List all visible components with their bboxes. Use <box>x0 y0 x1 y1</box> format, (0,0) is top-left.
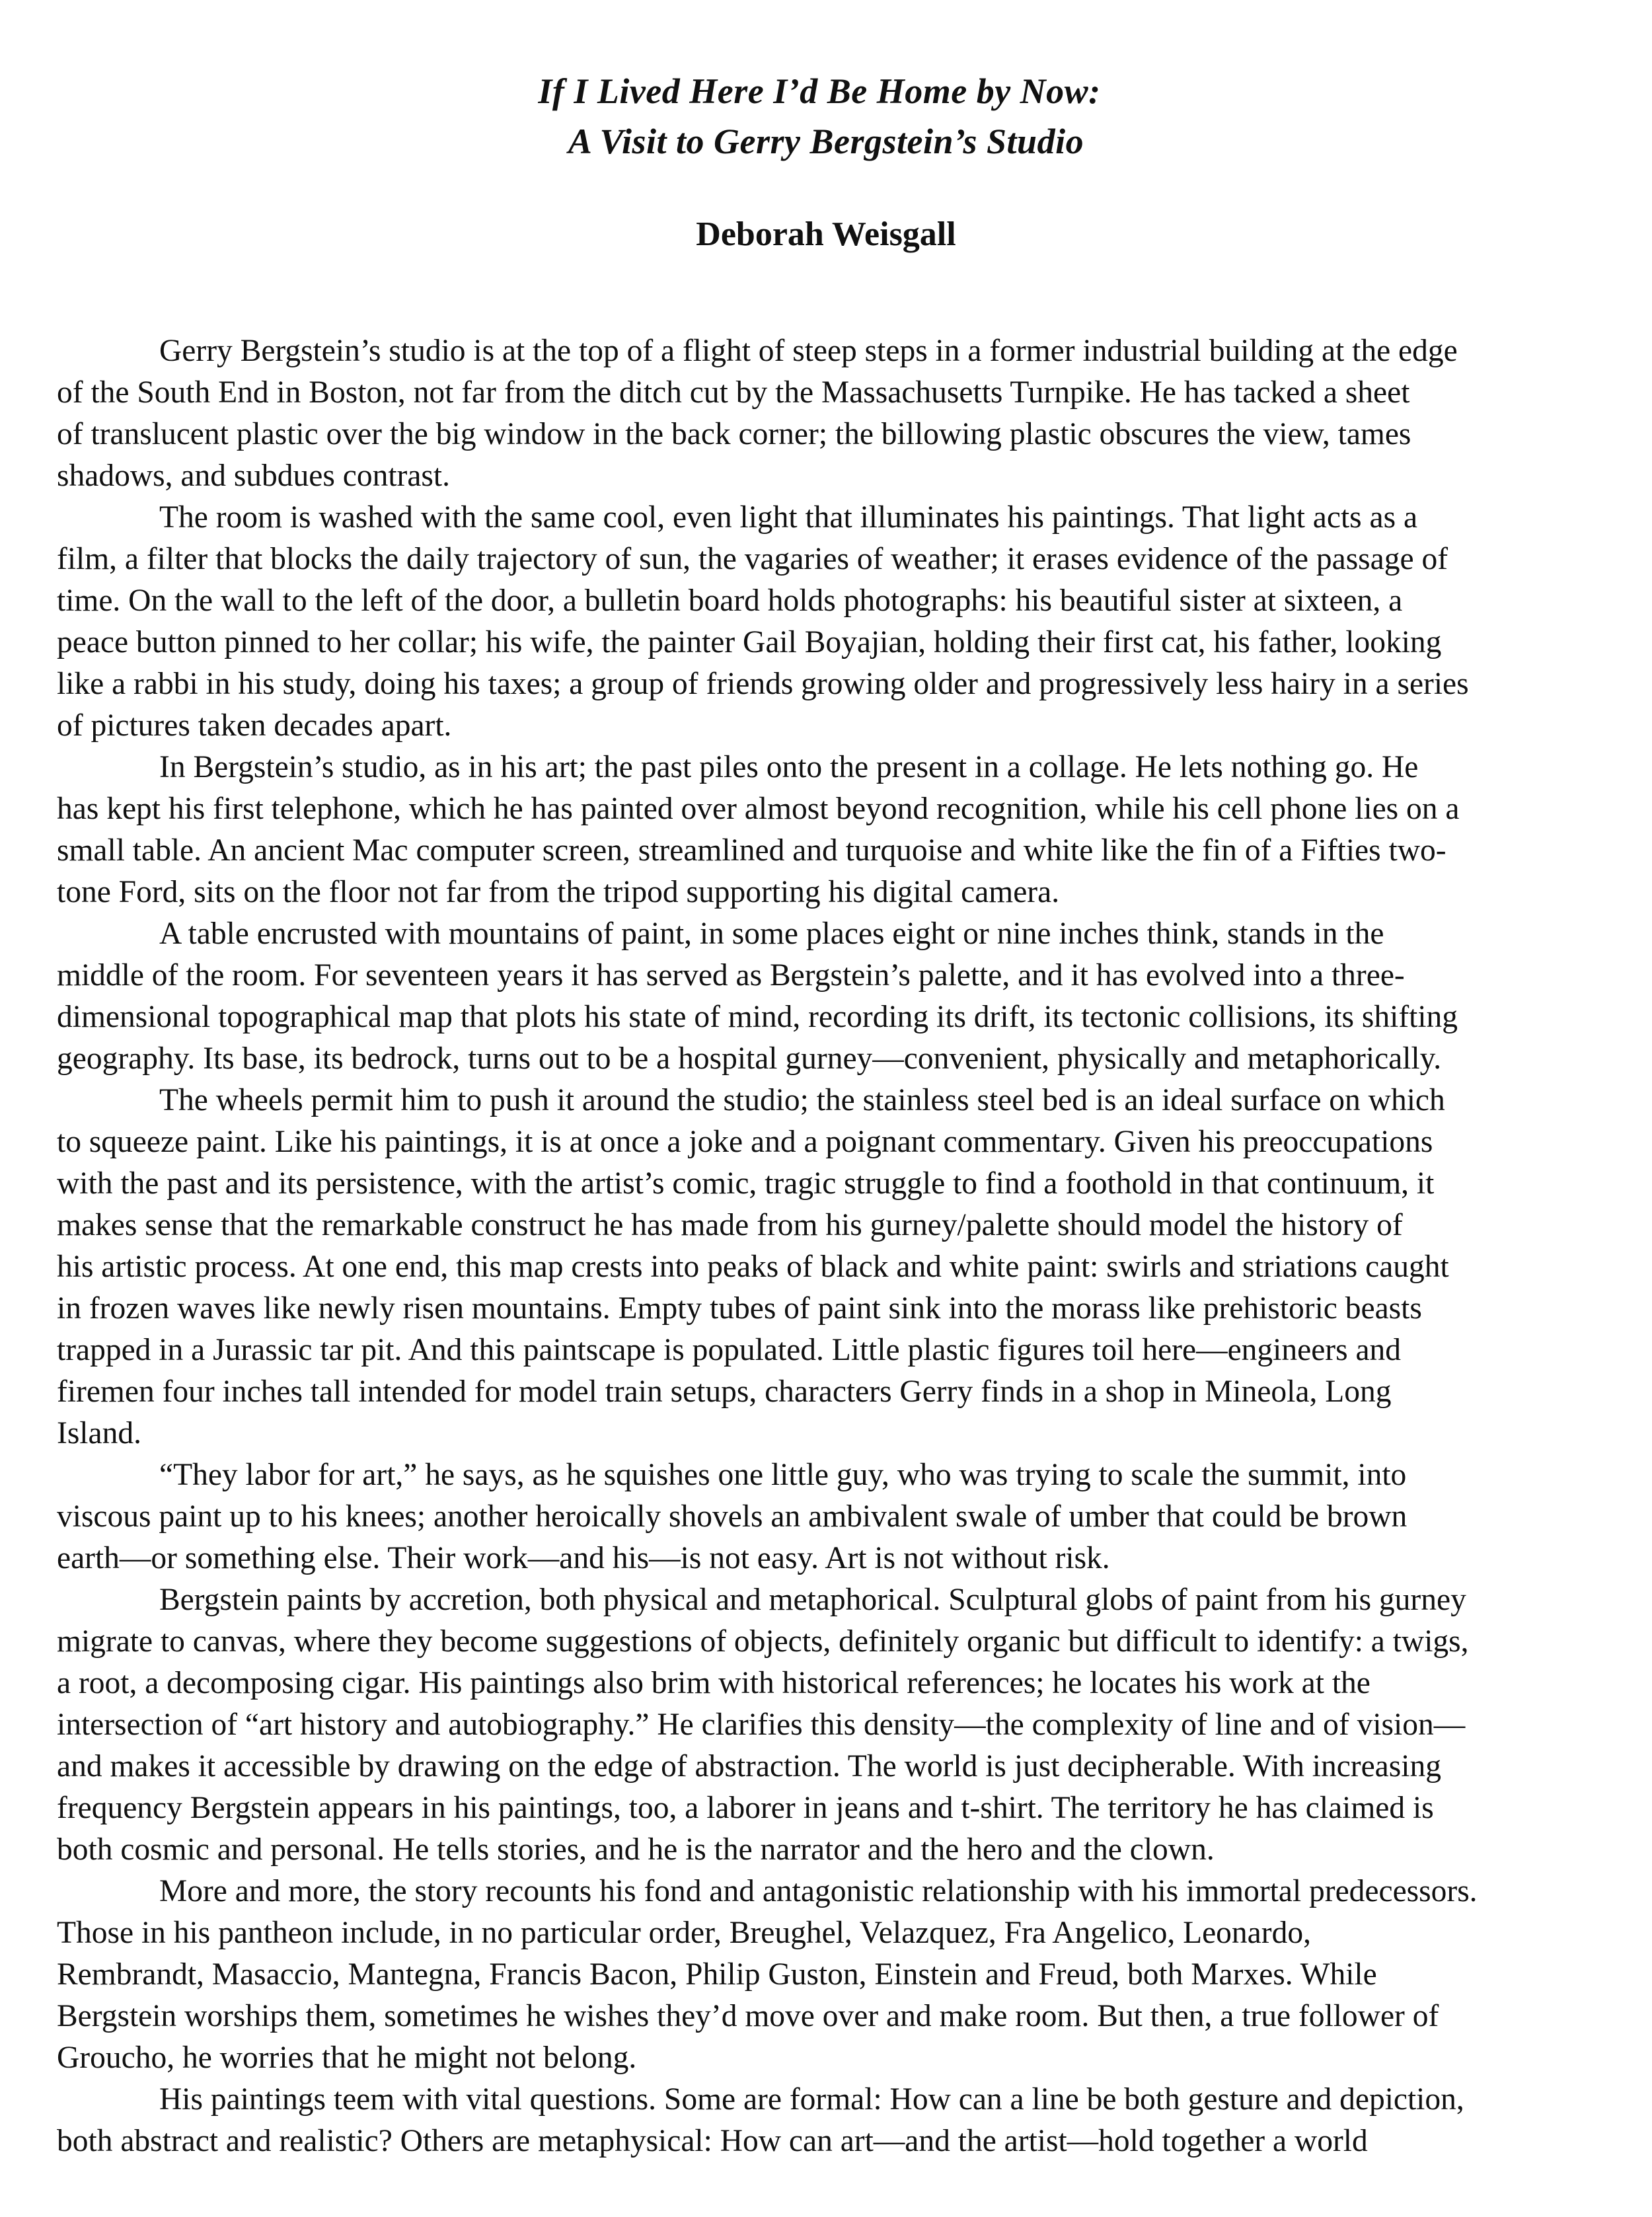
text-line: shadows, and subdues contrast. <box>57 459 450 493</box>
paragraph <box>57 747 1649 913</box>
text-line: The wheels permit him to push it around the studio; the stainless steel bed is an ideal surface on which <box>159 1083 1445 1117</box>
text-line: and makes it accessible by drawing on the edge of abstraction. The world is just decipherable. With increasing <box>57 1749 1441 1784</box>
text-line: Bergstein worships them, sometimes he wishes they’d move over and make room. But then, a true follower of <box>57 1999 1439 2033</box>
text-line: Those in his pantheon include, in no particular order, Breughel, Velazquez, Fra Angelico, Leonardo, <box>57 1916 1311 1950</box>
text-line: small table. An ancient Mac computer screen, streamlined and turquoise and white like the fin of a Fifties two- <box>57 833 1446 868</box>
text-line: earth—or something else. Their work—and his—is not easy. Art is not without risk. <box>57 1541 1110 1575</box>
text-line: Rembrandt, Masaccio, Mantegna, Francis Bacon, Philip Guston, Einstein and Freud, both Marxes. While <box>57 1957 1377 1992</box>
text-line: More and more, the story recounts his fond and antagonistic relationship with his immortal predecessors. <box>159 1874 1478 1908</box>
text-line: a root, a decomposing cigar. His paintings also brim with historical references; he locates his work at the <box>57 1666 1370 1700</box>
text-line: In Bergstein’s studio, as in his art; the past piles onto the present in a collage. He lets nothing go. He <box>159 750 1419 784</box>
text-line: of translucent plastic over the big window in the back corner; the billowing plastic obscures the view, tames <box>57 417 1411 451</box>
text-line: with the past and its persistence, with the artist’s comic, tragic struggle to find a foothold in that continuum, it <box>57 1166 1435 1201</box>
text-line: of the South End in Boston, not far from the ditch cut by the Massachusetts Turnpike. He has tacked a sheet <box>57 375 1410 410</box>
text-line: like a rabbi in his study, doing his taxes; a group of friends growing older and progressively less hairy in a series <box>57 667 1469 701</box>
text-line: geography. Its base, its bedrock, turns out to be a hospital gurney—convenient, physically and metaphorically. <box>57 1041 1442 1076</box>
text-line: trapped in a Jurassic tar pit. And this paintscape is populated. Little plastic figures toil here—engineers and <box>57 1333 1402 1367</box>
text-line: his artistic process. At one end, this map crests into peaks of black and white paint: swirls and striations caught <box>57 1250 1449 1284</box>
text-line: Island. <box>57 1416 141 1450</box>
text-line: tone Ford, sits on the floor not far from the tripod supporting his digital camera. <box>57 875 1060 909</box>
text-line: “They labor for art,” he says, as he squishes one little guy, who was trying to scale the summit, into <box>159 1458 1407 1492</box>
text-line: intersection of “art history and autobiography.” He clarifies this density—the complexity of line and of vision— <box>57 1708 1466 1742</box>
paragraph <box>57 1871 1649 2079</box>
author-byline: Deborah Weisgall <box>696 215 956 253</box>
text-line: viscous paint up to his knees; another heroically shovels an ambivalent swale of umber that could be brown <box>57 1499 1408 1534</box>
text-line: A table encrusted with mountains of paint, in some places eight or nine inches think, stands in the <box>159 917 1384 951</box>
paragraph <box>57 1080 1649 1454</box>
paragraph <box>57 2079 1649 2162</box>
text-line: Bergstein paints by accretion, both physical and metaphorical. Sculptural globs of paint from his gurney <box>159 1583 1466 1617</box>
text-line: Gerry Bergstein’s studio is at the top of a flight of steep steps in a former industrial building at the edge <box>159 334 1458 368</box>
text-line: dimensional topographical map that plots his state of mind, recording its drift, its tectonic collisions, its shifting <box>57 1000 1458 1034</box>
paragraph <box>57 1454 1649 1579</box>
essay-body <box>57 330 1649 2162</box>
text-line: migrate to canvas, where they become suggestions of objects, definitely organic but difficult to identify: a twigs, <box>57 1624 1469 1659</box>
text-line: film, a filter that blocks the daily trajectory of sun, the vagaries of weather; it erases evidence of the passage of <box>57 542 1448 576</box>
paragraph <box>57 330 1649 497</box>
text-line: firemen four inches tall intended for model train setups, characters Gerry finds in a shop in Mineola, Long <box>57 1374 1392 1409</box>
paragraph <box>57 913 1649 1080</box>
paragraph <box>57 497 1649 747</box>
text-line: time. On the wall to the left of the door, a bulletin board holds photographs: his beautiful sister at sixteen, a <box>57 583 1403 618</box>
text-line: both abstract and realistic? Others are metaphysical: How can art—and the artist—hold together a world <box>57 2124 1368 2158</box>
text-line: frequency Bergstein appears in his paintings, too, a laborer in jeans and t-shirt. The territory he has claimed is <box>57 1791 1434 1825</box>
essay-title <box>0 66 1652 167</box>
paragraph <box>57 1579 1649 1871</box>
text-line: middle of the room. For seventeen years it has served as Bergstein’s palette, and it has evolved into a three- <box>57 958 1405 993</box>
text-line: to squeeze paint. Like his paintings, it is at once a joke and a poignant commentary. Given his preoccupations <box>57 1125 1433 1159</box>
text-line: of pictures taken decades apart. <box>57 708 452 743</box>
text-line: The room is washed with the same cool, even light that illuminates his paintings. That light acts as a <box>159 500 1418 535</box>
text-line: has kept his first telephone, which he has painted over almost beyond recognition, while his cell phone lies on a <box>57 792 1460 826</box>
text-line: makes sense that the remarkable construct he has made from his gurney/palette should model the history of <box>57 1208 1403 1242</box>
text-line: peace button pinned to her collar; his wife, the painter Gail Boyajian, holding their first cat, his father, looking <box>57 625 1442 659</box>
title-line-2: A Visit to Gerry Bergstein’s Studio <box>568 122 1084 161</box>
text-line: in frozen waves like newly risen mountains. Empty tubes of paint sink into the morass like prehistoric beasts <box>57 1291 1422 1326</box>
text-line: Groucho, he worries that he might not belong. <box>57 2041 637 2075</box>
text-line: His paintings teem with vital questions. Some are formal: How can a line be both gesture and depiction, <box>159 2082 1464 2117</box>
text-line: both cosmic and personal. He tells stories, and he is the narrator and the hero and the clown. <box>57 1832 1215 1867</box>
title-line-1: If I Lived Here I’d Be Home by Now: <box>538 71 1101 111</box>
